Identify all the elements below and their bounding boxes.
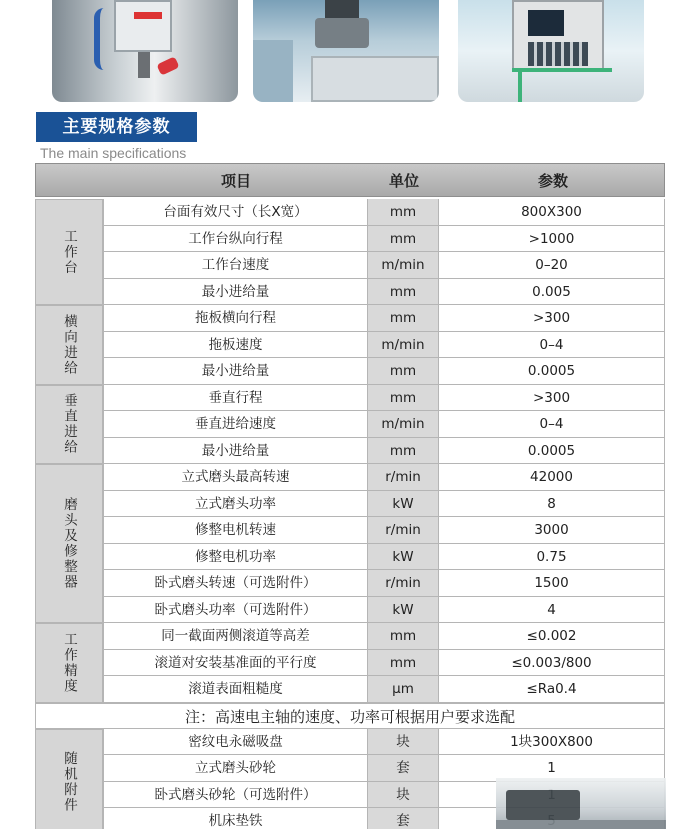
spec-item: 台面有效尺寸（长X宽） [103, 199, 367, 226]
spec-item: 卧式磨头功率（可选附件） [103, 597, 367, 624]
cnc-control-panel-photo [458, 0, 644, 102]
table-row [103, 252, 665, 279]
category-cell [35, 385, 103, 465]
grinding-head-photo [253, 0, 439, 102]
spec-unit: r/min [367, 517, 439, 544]
spec-item: 密纹电永磁吸盘 [103, 729, 367, 756]
spec-value: 1 [439, 755, 665, 782]
spec-unit: mm [367, 279, 439, 306]
spec-value: 0–4 [439, 411, 665, 438]
spec-item: 修整电机转速 [103, 517, 367, 544]
table-note: 注：高速电主轴的速度、功率可根据用户要求选配 [35, 703, 665, 729]
spec-item: 立式磨头最高转速 [103, 464, 367, 491]
spec-unit: mm [367, 199, 439, 226]
table-row [103, 464, 665, 491]
spec-value: 800X300 [439, 199, 665, 226]
spec-item: 滚道表面粗糙度 [103, 676, 367, 703]
spec-value: 0.0005 [439, 438, 665, 465]
spec-value: 0.0005 [439, 358, 665, 385]
spec-unit: m/min [367, 252, 439, 279]
category-label: 随机附件 [61, 750, 77, 813]
table-row [103, 676, 665, 703]
table-row [103, 226, 665, 253]
spec-item: 拖板速度 [103, 332, 367, 359]
spec-unit: mm [367, 623, 439, 650]
spec-item: 拖板横向行程 [103, 305, 367, 332]
spec-value: 1块300X800 [439, 729, 665, 756]
spec-unit: m/min [367, 332, 439, 359]
spec-unit: mm [367, 358, 439, 385]
spec-item: 最小进给量 [103, 279, 367, 306]
spec-unit: 块 [367, 729, 439, 756]
spec-unit: 套 [367, 808, 439, 829]
spec-item: 同一截面两侧滚道等高差 [103, 623, 367, 650]
category-label: 工作台 [61, 228, 77, 276]
header-param: 参数 [537, 172, 568, 190]
spec-item: 立式磨头功率 [103, 491, 367, 518]
spec-value: >300 [439, 385, 665, 412]
section-subtitle: The main specifications [40, 145, 187, 161]
table-row [103, 729, 665, 756]
spec-value: ≤Ra0.4 [439, 676, 665, 703]
table-row [103, 385, 665, 412]
spec-item: 工作台纵向行程 [103, 226, 367, 253]
spec-value: 42000 [439, 464, 665, 491]
spec-item: 滚道对安装基准面的平行度 [103, 650, 367, 677]
spec-item: 立式磨头砂轮 [103, 755, 367, 782]
spec-value: 1500 [439, 570, 665, 597]
spec-value: >300 [439, 305, 665, 332]
spec-unit: mm [367, 385, 439, 412]
spec-value: >1000 [439, 226, 665, 253]
spec-unit: kW [367, 597, 439, 624]
table-row [103, 411, 665, 438]
table-header [35, 163, 665, 197]
spec-unit: 套 [367, 755, 439, 782]
table-row [103, 279, 665, 306]
table-row [103, 438, 665, 465]
table-row [103, 491, 665, 518]
spec-unit: kW [367, 544, 439, 571]
spec-value: 0.005 [439, 279, 665, 306]
table-row [103, 358, 665, 385]
spec-unit: mm [367, 650, 439, 677]
table-row [103, 332, 665, 359]
table-row [103, 570, 665, 597]
spec-unit: mm [367, 226, 439, 253]
spec-item: 最小进给量 [103, 438, 367, 465]
spec-value: 3000 [439, 517, 665, 544]
category-label: 磨头及修整器 [61, 497, 77, 590]
spec-item: 卧式磨头砂轮（可选附件） [103, 782, 367, 809]
spec-item: 机床垫铁 [103, 808, 367, 829]
spec-unit: mm [367, 438, 439, 465]
spec-unit: kW [367, 491, 439, 518]
spec-unit: 块 [367, 782, 439, 809]
spec-unit: μm [367, 676, 439, 703]
spec-item: 垂直行程 [103, 385, 367, 412]
spec-unit: r/min [367, 464, 439, 491]
spec-unit: r/min [367, 570, 439, 597]
spec-item: 修整电机功率 [103, 544, 367, 571]
machine-corner-photo [496, 778, 666, 829]
category-cell [35, 729, 103, 829]
header-item: 项目 [220, 172, 251, 190]
spec-value: 0–20 [439, 252, 665, 279]
product-photo-strip [0, 0, 700, 104]
spec-value: 0–4 [439, 332, 665, 359]
section-title: 主要规格参数 [36, 112, 197, 142]
spec-value: 0.75 [439, 544, 665, 571]
category-cell [35, 199, 103, 305]
spec-unit: m/min [367, 411, 439, 438]
spec-value: ≤0.003/800 [439, 650, 665, 677]
spec-item: 卧式磨头转速（可选附件） [103, 570, 367, 597]
spec-unit: mm [367, 305, 439, 332]
table-row [103, 199, 665, 226]
header-unit: 单位 [388, 172, 419, 190]
table-row [103, 517, 665, 544]
spec-value: 4 [439, 597, 665, 624]
table-row [103, 623, 665, 650]
table-row [103, 650, 665, 677]
spec-item: 垂直进给速度 [103, 411, 367, 438]
table-row [103, 597, 665, 624]
spec-item: 工作台速度 [103, 252, 367, 279]
table-row [103, 544, 665, 571]
category-cell [35, 305, 103, 385]
category-cell [35, 464, 103, 623]
spec-value: ≤0.002 [439, 623, 665, 650]
spec-value: 8 [439, 491, 665, 518]
spec-item: 最小进给量 [103, 358, 367, 385]
category-label: 横向进给 [61, 313, 77, 376]
category-cell [35, 623, 103, 703]
category-label: 垂直进给 [61, 393, 77, 456]
table-row [103, 305, 665, 332]
spindle-photo [52, 0, 238, 102]
category-label: 工作精度 [61, 631, 77, 694]
